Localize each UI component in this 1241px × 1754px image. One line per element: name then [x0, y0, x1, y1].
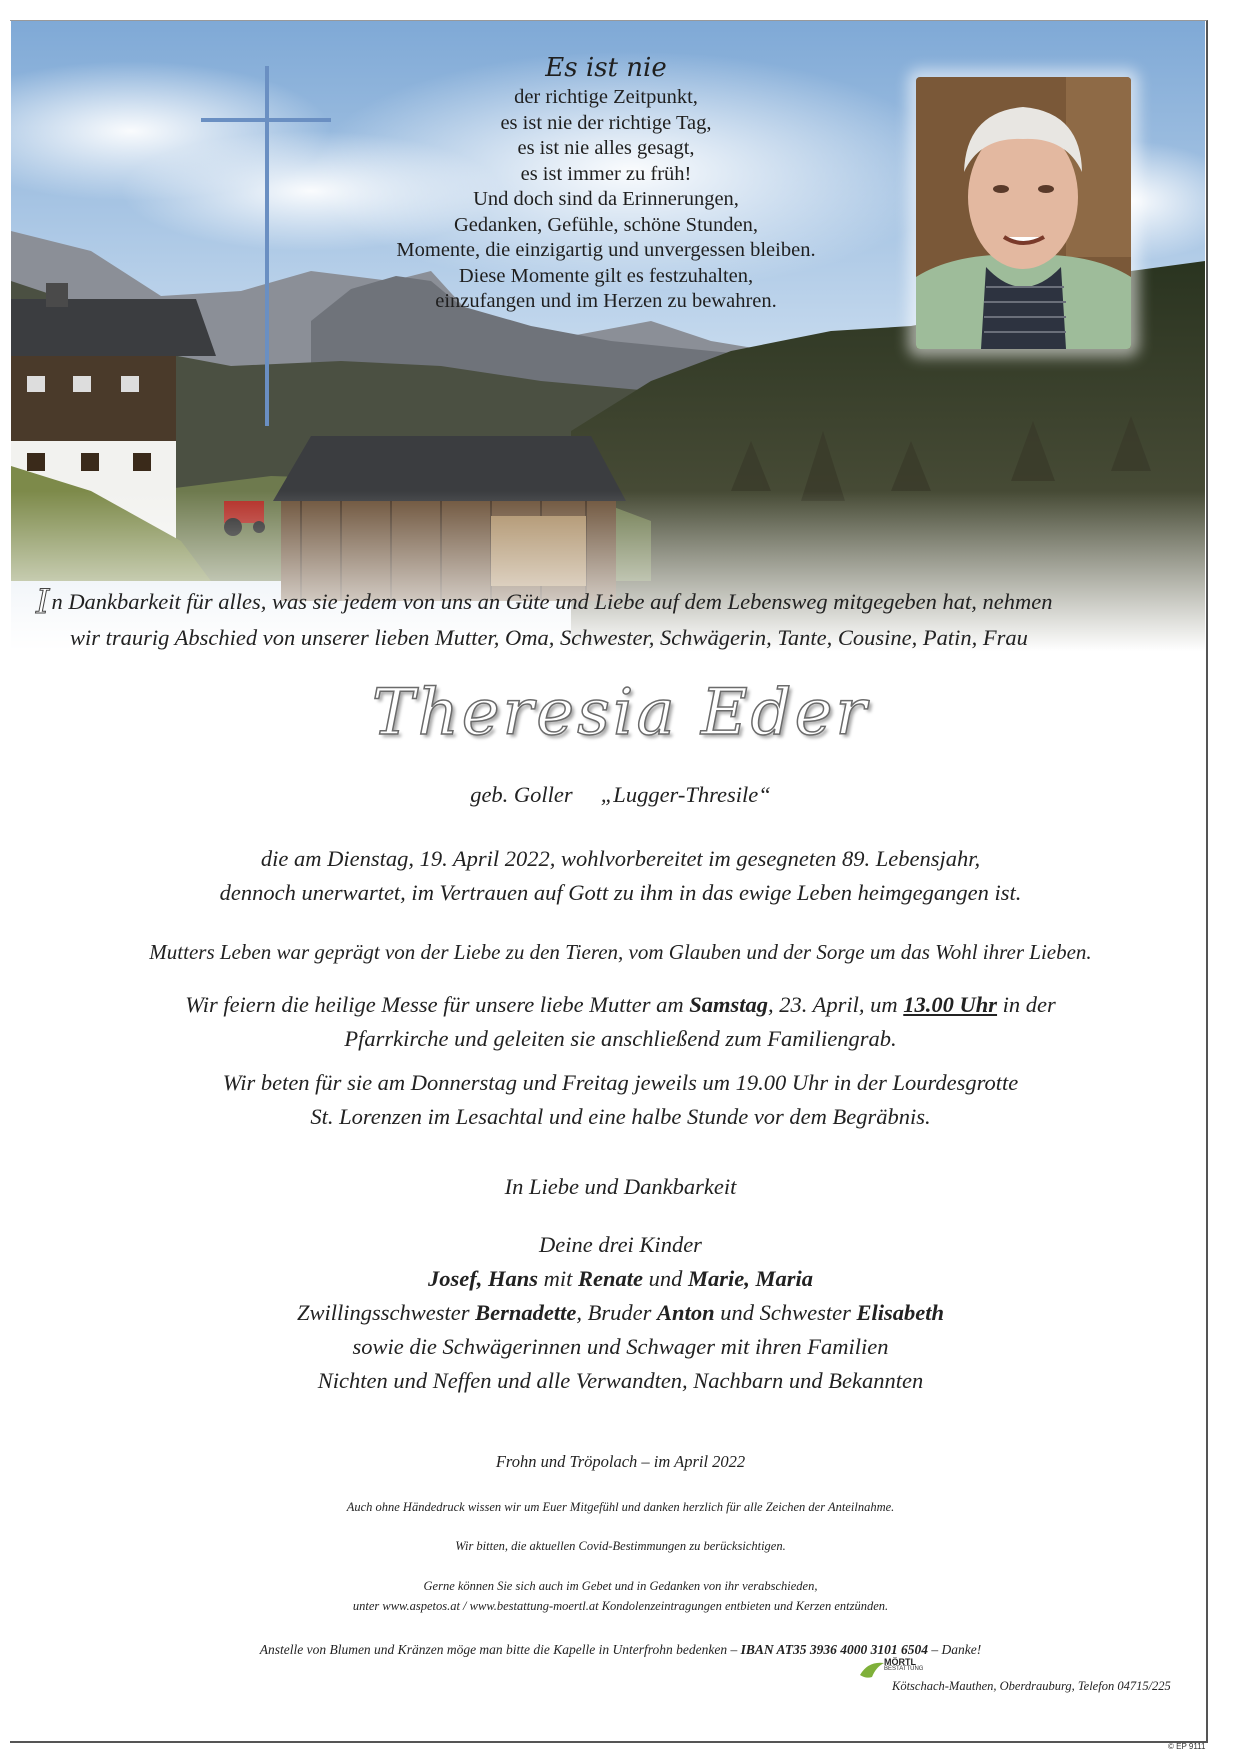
poem-line: es ist nie der richtige Tag, [500, 111, 712, 134]
mass-text: in der [997, 992, 1056, 1017]
mass-time: 13.00 Uhr [903, 992, 998, 1017]
family-children [60, 1262, 1181, 1296]
family-text: mit [537, 1266, 578, 1291]
family-name: Josef, Hans [427, 1266, 538, 1291]
family-name: Elisabeth [856, 1300, 944, 1325]
mass-announcement [60, 988, 1181, 1056]
undertaker-logo [858, 1655, 1218, 1707]
family-text: Zwillingsschwester [297, 1300, 476, 1325]
online-condolence-note [60, 1576, 1181, 1616]
family-line-5: Nichten und Neffen und alle Verwandten, Nachbarn und Bekannten [317, 1368, 924, 1393]
poem [341, 51, 871, 315]
poem-line: Gedanken, Gefühle, schöne Stunden, [454, 213, 758, 236]
family-text: und [643, 1266, 688, 1291]
family-siblings [60, 1296, 1181, 1330]
drop-cap: I [36, 582, 50, 622]
poem-line: es ist nie alles gesagt, [517, 137, 695, 159]
iban: IBAN AT35 3936 4000 3101 6504 [740, 1642, 929, 1657]
deceased-name: Theresia Eder [371, 676, 870, 750]
death-line-2: dennoch unerwartet, im Vertrauen auf Gott zu ihm in das ewige Leben heimgegangen ist. [219, 880, 1022, 905]
poem-line: es ist immer zu früh! [520, 162, 692, 185]
intro-line-1-text: n Dankbarkeit für alles, was sie jedem von uns an Güte und Liebe auf dem Lebensweg mitgegeben hat, nehmen [51, 589, 1053, 614]
mass-text: Wir feiern die heilige Messe für unsere liebe Mutter am [185, 992, 690, 1017]
covid-note: Wir bitten, die aktuellen Covid-Bestimmungen zu berücksichtigen. [455, 1539, 786, 1553]
life-text: Mutters Leben war geprägt von der Liebe zu den Tieren, vom Glauben und der Sorge um das Wohl ihrer Lieben. [149, 940, 1092, 964]
poem-line: einzufangen und im Herzen zu bewahren. [435, 290, 777, 312]
mass-day: Samstag [689, 992, 769, 1017]
family-text: , Bruder [576, 1300, 658, 1325]
mass-text: , 23. April, um [768, 992, 904, 1017]
poem-line: der richtige Zeitpunkt, [514, 86, 698, 108]
poem-line: Und doch sind da Erinnerungen, [473, 188, 739, 210]
closing-line: In Liebe und Dankbarkeit [504, 1174, 737, 1199]
donation-text: Anstelle von Blumen und Kränzen möge man bitte die Kapelle in Unterfrohn bedenken – [259, 1642, 741, 1657]
donation-text: – Danke! [928, 1642, 982, 1657]
family-line-1: Deine drei Kinder [539, 1232, 702, 1257]
online-line-1: Gerne können Sie sich auch im Gebet und in Gedanken von ihr verabschieden, [423, 1579, 818, 1593]
landscape-image [11, 21, 1205, 651]
birth-name-line [60, 778, 1181, 812]
mass-line-1 [60, 988, 1181, 1022]
print-code: © EP 9111 [1168, 1742, 1206, 1751]
thanks-note: Auch ohne Händedruck wissen wir um Euer Mitgefühl und danken herzlich für alle Zeichen der Anteilnahme. [346, 1500, 895, 1514]
place-date: Frohn und Tröpolach – im April 2022 [495, 1452, 746, 1471]
birth-name: geb. Goller [470, 782, 573, 807]
intro-text [36, 584, 1206, 655]
death-line-1: die am Dienstag, 19. April 2022, wohlvorbereitet im gesegneten 89. Lebensjahr, [260, 846, 981, 871]
undertaker-sub: BESTATTUNG [884, 1666, 924, 1672]
mass-line-2: Pfarrkirche und geleiten sie anschließend zum Familiengrab. [344, 1026, 897, 1051]
poem-title: Es ist nie [545, 53, 667, 83]
poem-line: Momente, die einzigartig und unvergessen bleiben. [396, 239, 816, 261]
prayer-announcement [60, 1066, 1181, 1134]
family-name: Marie, Maria [688, 1266, 814, 1291]
undertaker-name: MÖRTL [884, 1657, 916, 1667]
family-name: Renate [578, 1266, 643, 1291]
family-line-4: sowie die Schwägerinnen und Schwager mit ihren Familien [352, 1334, 889, 1359]
prayer-line-1: Wir beten für sie am Donnerstag und Freitag jeweils um 19.00 Uhr in der Lourdesgrotte [222, 1070, 1019, 1095]
undertaker-address: Kötschach-Mauthen, Oberdrauburg, Telefon 04715/225 [892, 1679, 1171, 1693]
portrait-photo [916, 77, 1131, 349]
family-name: Anton [657, 1300, 715, 1325]
prayer-line-2: St. Lorenzen im Lesachtal und eine halbe Stunde vor dem Begräbnis. [310, 1104, 931, 1129]
family-text: und Schwester [714, 1300, 857, 1325]
online-line-2: unter www.aspetos.at / www.bestattung-moertl.at Kondolenzeintragungen entbieten und Kerzen entzünden. [352, 1599, 889, 1613]
intro-line-1 [36, 584, 1206, 620]
nickname: „Lugger-Thresile“ [600, 782, 771, 807]
family-name: Bernadette [475, 1300, 577, 1325]
intro-line-2: wir traurig Abschied von unserer lieben Mutter, Oma, Schwester, Schwägerin, Tante, Cousine, Patin, Frau [70, 625, 1028, 650]
portrait-illustration [916, 77, 1131, 349]
death-notice [60, 842, 1181, 910]
mourners-list [60, 1228, 1181, 1398]
poem-line: Diese Momente gilt es festzuhalten, [458, 264, 754, 287]
